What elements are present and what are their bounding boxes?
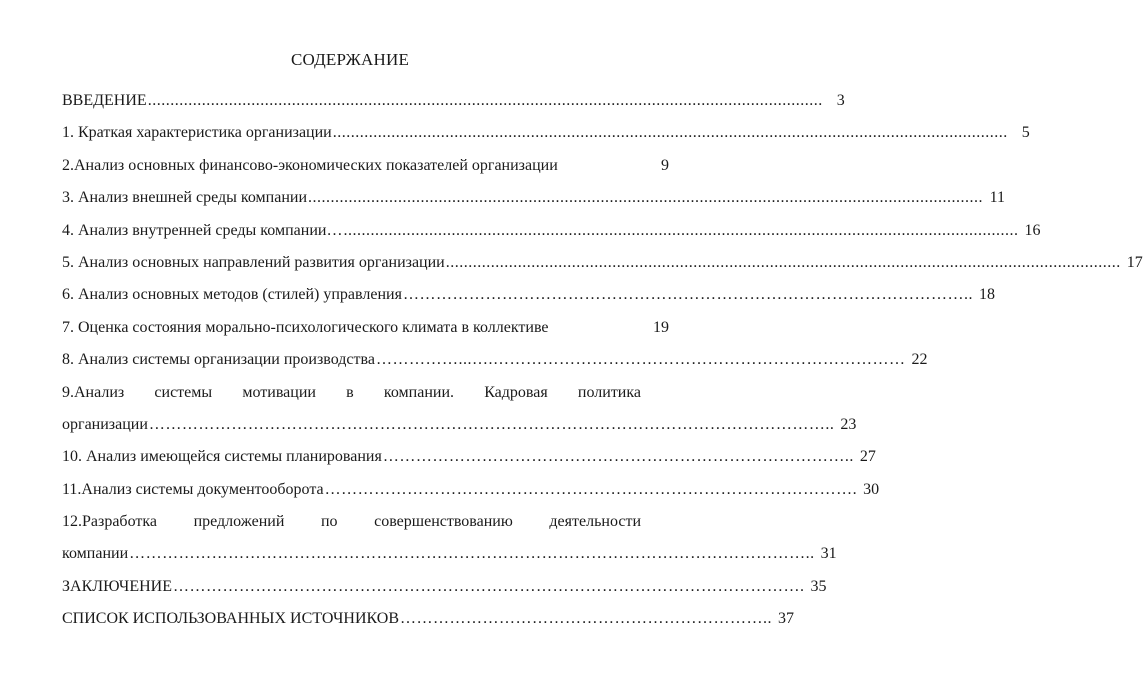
toc-entry[interactable] <box>62 608 795 640</box>
toc-page-number: 18 <box>978 286 995 304</box>
toc-entry-text: 4. Анализ внутренней среды компании… <box>62 221 343 239</box>
leader-dots: ...................................................................................................................................................... <box>445 253 1121 271</box>
toc-page-number: 37 <box>778 610 795 628</box>
leader-dots: ………………………………………………………………………….. <box>382 448 854 466</box>
toc-entry-text: 12.Разработка предложений по совершенствованию деятельности <box>62 513 641 531</box>
toc-entry-text: 6. Анализ основных методов (стилей) управления <box>62 286 402 304</box>
toc-page-number: 9 <box>661 156 669 174</box>
toc-page-number: 11 <box>989 189 1006 207</box>
toc-entry-text: 3. Анализ внешней среды компании <box>62 189 308 207</box>
toc-page-number: 23 <box>840 415 857 433</box>
toc-entry-text: СПИСОК ИСПОЛЬЗОВАННЫХ ИСТОЧНИКОВ <box>62 610 400 628</box>
leader-dots: ...................................................................................................................................................... <box>343 221 1019 239</box>
toc-entry-text: организации <box>62 415 148 433</box>
leader-dots: ...................................................................................................................................................... <box>147 92 823 109</box>
toc-page-number: 3 <box>836 92 845 109</box>
toc-page-number: 17 <box>1126 253 1143 271</box>
toc-entry[interactable] <box>62 155 669 187</box>
toc-entry-text: компании <box>62 545 129 563</box>
toc-page-number: 31 <box>820 545 837 563</box>
toc-entry-continuation[interactable] <box>62 414 857 446</box>
toc-entry-text: 7. Оценка состояния морально-психологического климата в коллективе <box>62 318 549 336</box>
toc-entry-text: ЗАКЛЮЧЕНИЕ <box>62 577 172 595</box>
toc-page-number: 35 <box>810 577 827 595</box>
toc-entry-text: 8. Анализ системы организации производства <box>62 351 375 369</box>
toc-page-number: 5 <box>1021 124 1030 142</box>
toc-entry-text: 9.Анализ системы мотивации в компании. Кадровая политика <box>62 383 641 401</box>
toc-page-number: 27 <box>859 448 876 466</box>
leader-dots: ………………………………………………………….. <box>400 610 773 628</box>
toc-entry[interactable] <box>62 187 1006 219</box>
table-of-contents <box>62 90 1143 641</box>
toc-entry[interactable] <box>62 576 827 608</box>
toc-page-number: 30 <box>863 480 880 498</box>
toc-entry-text: 2.Анализ основных финансово-экономических показателей организации <box>62 156 558 174</box>
toc-entry[interactable] <box>62 511 669 543</box>
toc-page-number: 22 <box>911 351 928 369</box>
leader-dots: ……………...….………………………………………………………………… <box>375 351 906 369</box>
toc-entry-text: 10. Анализ имеющейся системы планирования <box>62 448 382 466</box>
leader-dots: ……………………………………………………………………………………………………. <box>172 577 805 595</box>
leader-dots: …………………………………………………………………………………………………………….. <box>148 415 835 433</box>
leader-dots: ...................................................................................................................................................... <box>332 124 1008 142</box>
toc-entry[interactable] <box>62 349 928 381</box>
toc-entry[interactable] <box>62 122 1030 154</box>
toc-entry[interactable] <box>62 284 995 316</box>
toc-entry[interactable] <box>62 479 880 511</box>
toc-entry[interactable] <box>62 252 1143 284</box>
leader-dots: ……………………………………………………………………………………. <box>324 480 858 498</box>
toc-entry[interactable] <box>62 90 845 122</box>
leader-dots: ...................................................................................................................................................... <box>308 189 984 207</box>
toc-entry[interactable] <box>62 382 669 414</box>
toc-entry-continuation[interactable] <box>62 543 837 575</box>
toc-entry[interactable] <box>62 446 876 478</box>
toc-entry-text: ВВЕДЕНИЕ <box>62 92 147 109</box>
leader-dots: ………………………………………………………………………………………….. <box>402 286 973 304</box>
toc-entry[interactable] <box>62 317 669 349</box>
toc-entry-text: 5. Анализ основных направлений развития организации <box>62 253 445 271</box>
toc-page-number: 16 <box>1024 221 1041 239</box>
toc-entry-text: 11.Анализ системы документооборота <box>62 480 324 498</box>
toc-entry[interactable] <box>62 220 1041 252</box>
leader-dots: …………………………………………………………………………………………………………….. <box>129 545 815 563</box>
toc-entry-text: 1. Краткая характеристика организации <box>62 124 332 142</box>
toc-title: СОДЕРЖАНИЕ <box>290 50 410 69</box>
toc-page-number: 19 <box>653 318 669 336</box>
